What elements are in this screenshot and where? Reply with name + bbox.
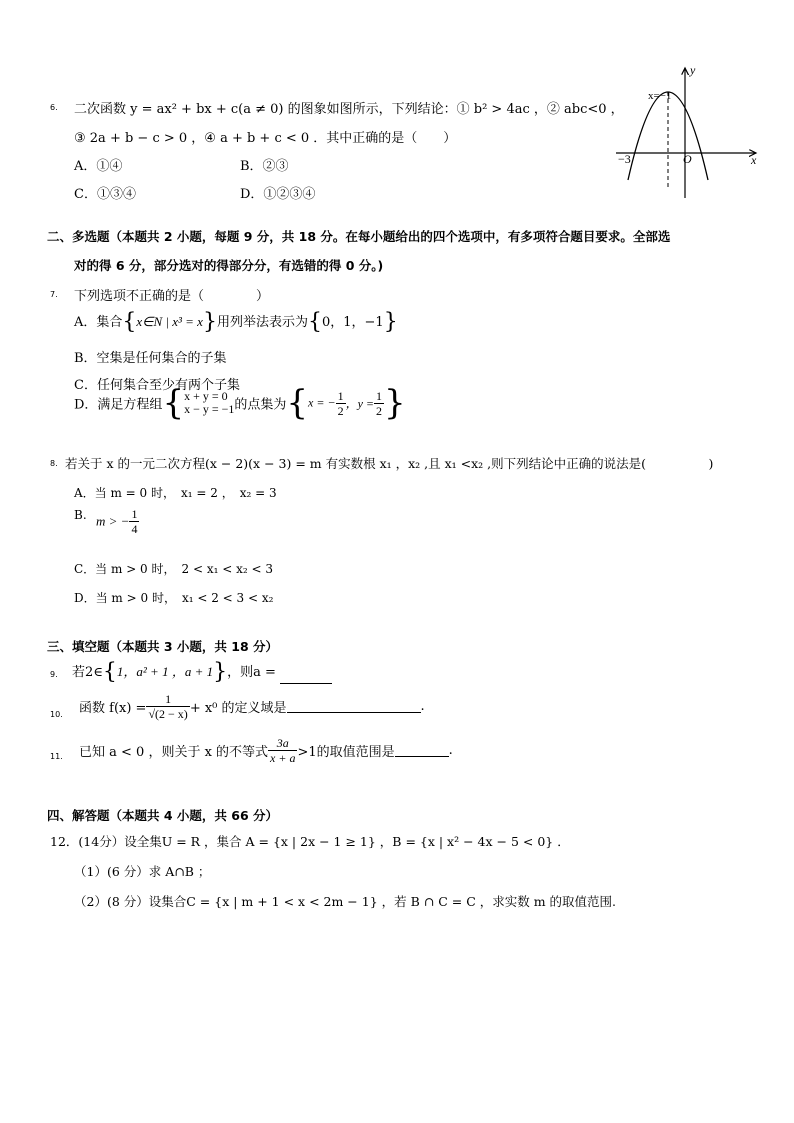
fraction: $\frac{1}{2}$ — [337, 388, 344, 418]
option-b: B．空集是任何集合的子集 — [74, 351, 227, 366]
right-brace-icon: } — [202, 309, 217, 335]
section-heading-cont: 对的得 6 分，部分选对的得部分分，有选错的得 0 分。) — [74, 258, 384, 273]
left-brace-icon: { — [286, 383, 309, 423]
option-d-prefix: D．满足方程组 — [74, 397, 163, 413]
option-b-label: B. — [74, 508, 87, 522]
left-brace-icon: { — [102, 659, 117, 685]
fraction: $\frac{1}{4}$ — [131, 507, 138, 536]
option-a — [74, 311, 398, 334]
option-c: C．①③④ — [74, 187, 136, 202]
option-c: C．任何集合至少有两个子集 — [74, 378, 240, 393]
set-elements: 0，1，−1 — [321, 315, 384, 330]
origin-label: O — [683, 152, 692, 166]
option-a-middle: 用列举法表示为 — [216, 315, 308, 330]
question-11-suffix: >1的取值范围是 — [297, 745, 395, 760]
left-brace-icon: { — [162, 383, 185, 423]
question-9-suffix: ，则a = — [227, 665, 281, 680]
question-10-suffix: + x⁰ 的定义域是 — [189, 701, 287, 716]
right-brace-icon: } — [384, 383, 406, 423]
question-6-stem-line2: ③ 2a + b − c > 0 ，④ a + b + c < 0 ．其中正确的是（ ） — [74, 131, 457, 146]
equation-2: x − y = −1 — [184, 402, 235, 416]
question-12-stem: 12．(14分）设全集U = R ，集合 A = {x | 2x − 1 ≥ 1} ，B = {x | x² − 4x − 5 < 0} ． — [50, 834, 570, 849]
option-d-middle: 的点集为 — [234, 397, 287, 413]
set-builder: x∈N | x³ = x — [136, 314, 203, 329]
option-b — [96, 507, 139, 536]
section-heading: 四、解答题（本题共 4 小题，共 66 分） — [47, 808, 279, 823]
option-d: D．当 m > 0 时， x₁ < 2 < 3 < x₂ — [74, 591, 274, 605]
question-number: 8. — [50, 459, 58, 468]
parabola-graph — [612, 62, 762, 202]
question-number: 11. — [50, 752, 63, 761]
option-a: A．当 m = 0 时， x₁ = 2 ， x₂ = 3 — [74, 486, 277, 500]
inequality: m > − — [96, 513, 130, 529]
fraction: $\frac{3a}{x + a}$ — [270, 736, 296, 765]
answer-blank[interactable] — [280, 671, 332, 684]
point-y: ，y = — [345, 396, 375, 411]
point-x: x = − — [308, 395, 336, 410]
question-number: 6. — [50, 103, 58, 112]
question-8-stem: 若关于 x 的一元二次方程(x − 2)(x − 3) = m 有实数根 x₁ ，x₂ ,且 x₁ <x₂ ,则下列结论中正确的说法是( ) — [65, 456, 714, 471]
right-brace-icon: } — [383, 309, 398, 335]
equation-1: x + y = 0 — [184, 389, 228, 403]
question-11: 已知 a < 0 ，则关于 x 的不等式 $\frac{3a}{x + a}$ >1的取值范围是 . — [79, 736, 453, 765]
option-c: C．当 m > 0 时， 2 < x₁ < x₂ < 3 — [74, 562, 273, 576]
question-9-prefix: 若2∈ — [72, 665, 103, 680]
symmetry-axis-label: x=−1 — [648, 90, 672, 102]
set-elements: 1，a² + 1 ，a + 1 — [116, 664, 214, 679]
fraction: $\frac{1}{2}$ — [376, 388, 383, 418]
right-brace-icon: } — [213, 659, 228, 685]
option-b: B．②③ — [240, 159, 289, 174]
option-a: A．①④ — [74, 159, 123, 174]
question-number: 7. — [50, 290, 58, 299]
question-9 — [72, 661, 332, 684]
option-d: D．①②③④ — [240, 187, 316, 202]
y-axis-label: y — [690, 63, 696, 77]
question-12-part-1: （1）(6 分）求 A∩B ； — [74, 864, 211, 879]
question-7-stem: 下列选项不正确的是（ ） — [74, 289, 270, 304]
question-10: 函数 f(x) = $\frac{1}{√(2 - x)}$ + x⁰ 的定义域是 . — [79, 692, 425, 721]
section-heading: 二、多选题（本题共 2 小题，每题 9 分，共 18 分。在每小题给出的四个选项中，有多项符合题目要求。全部选 — [47, 229, 671, 244]
question-number: 10. — [50, 710, 63, 719]
option-a-prefix: A．集合 — [74, 315, 123, 330]
question-11-prefix: 已知 a < 0 ，则关于 x 的不等式 — [79, 745, 269, 760]
answer-blank[interactable] — [287, 700, 421, 713]
fraction: $\frac{1}{√(2 - x)}$ — [148, 692, 188, 721]
question-6-stem-line1: 二次函数 y = ax² + bx + c(a ≠ 0) 的图象如图所示，下列结论：① b² > 4ac ，② abc<0 ， — [74, 102, 624, 117]
x-axis-label: x — [751, 153, 757, 167]
section-heading: 三、填空题（本题共 3 小题，共 18 分） — [47, 639, 279, 654]
answer-blank[interactable] — [395, 744, 449, 757]
tick-label: −3 — [618, 152, 631, 166]
question-10-prefix: 函数 f(x) = — [79, 701, 147, 716]
left-brace-icon: { — [122, 309, 137, 335]
equation-system — [184, 390, 234, 416]
left-brace-icon: { — [307, 309, 322, 335]
question-number: 9. — [50, 670, 58, 679]
question-12-part-2: （2）(8 分）设集合C = {x | m + 1 < x < 2m − 1} ，若 B ∩ C = C ，求实数 m 的取值范围. — [74, 894, 616, 909]
